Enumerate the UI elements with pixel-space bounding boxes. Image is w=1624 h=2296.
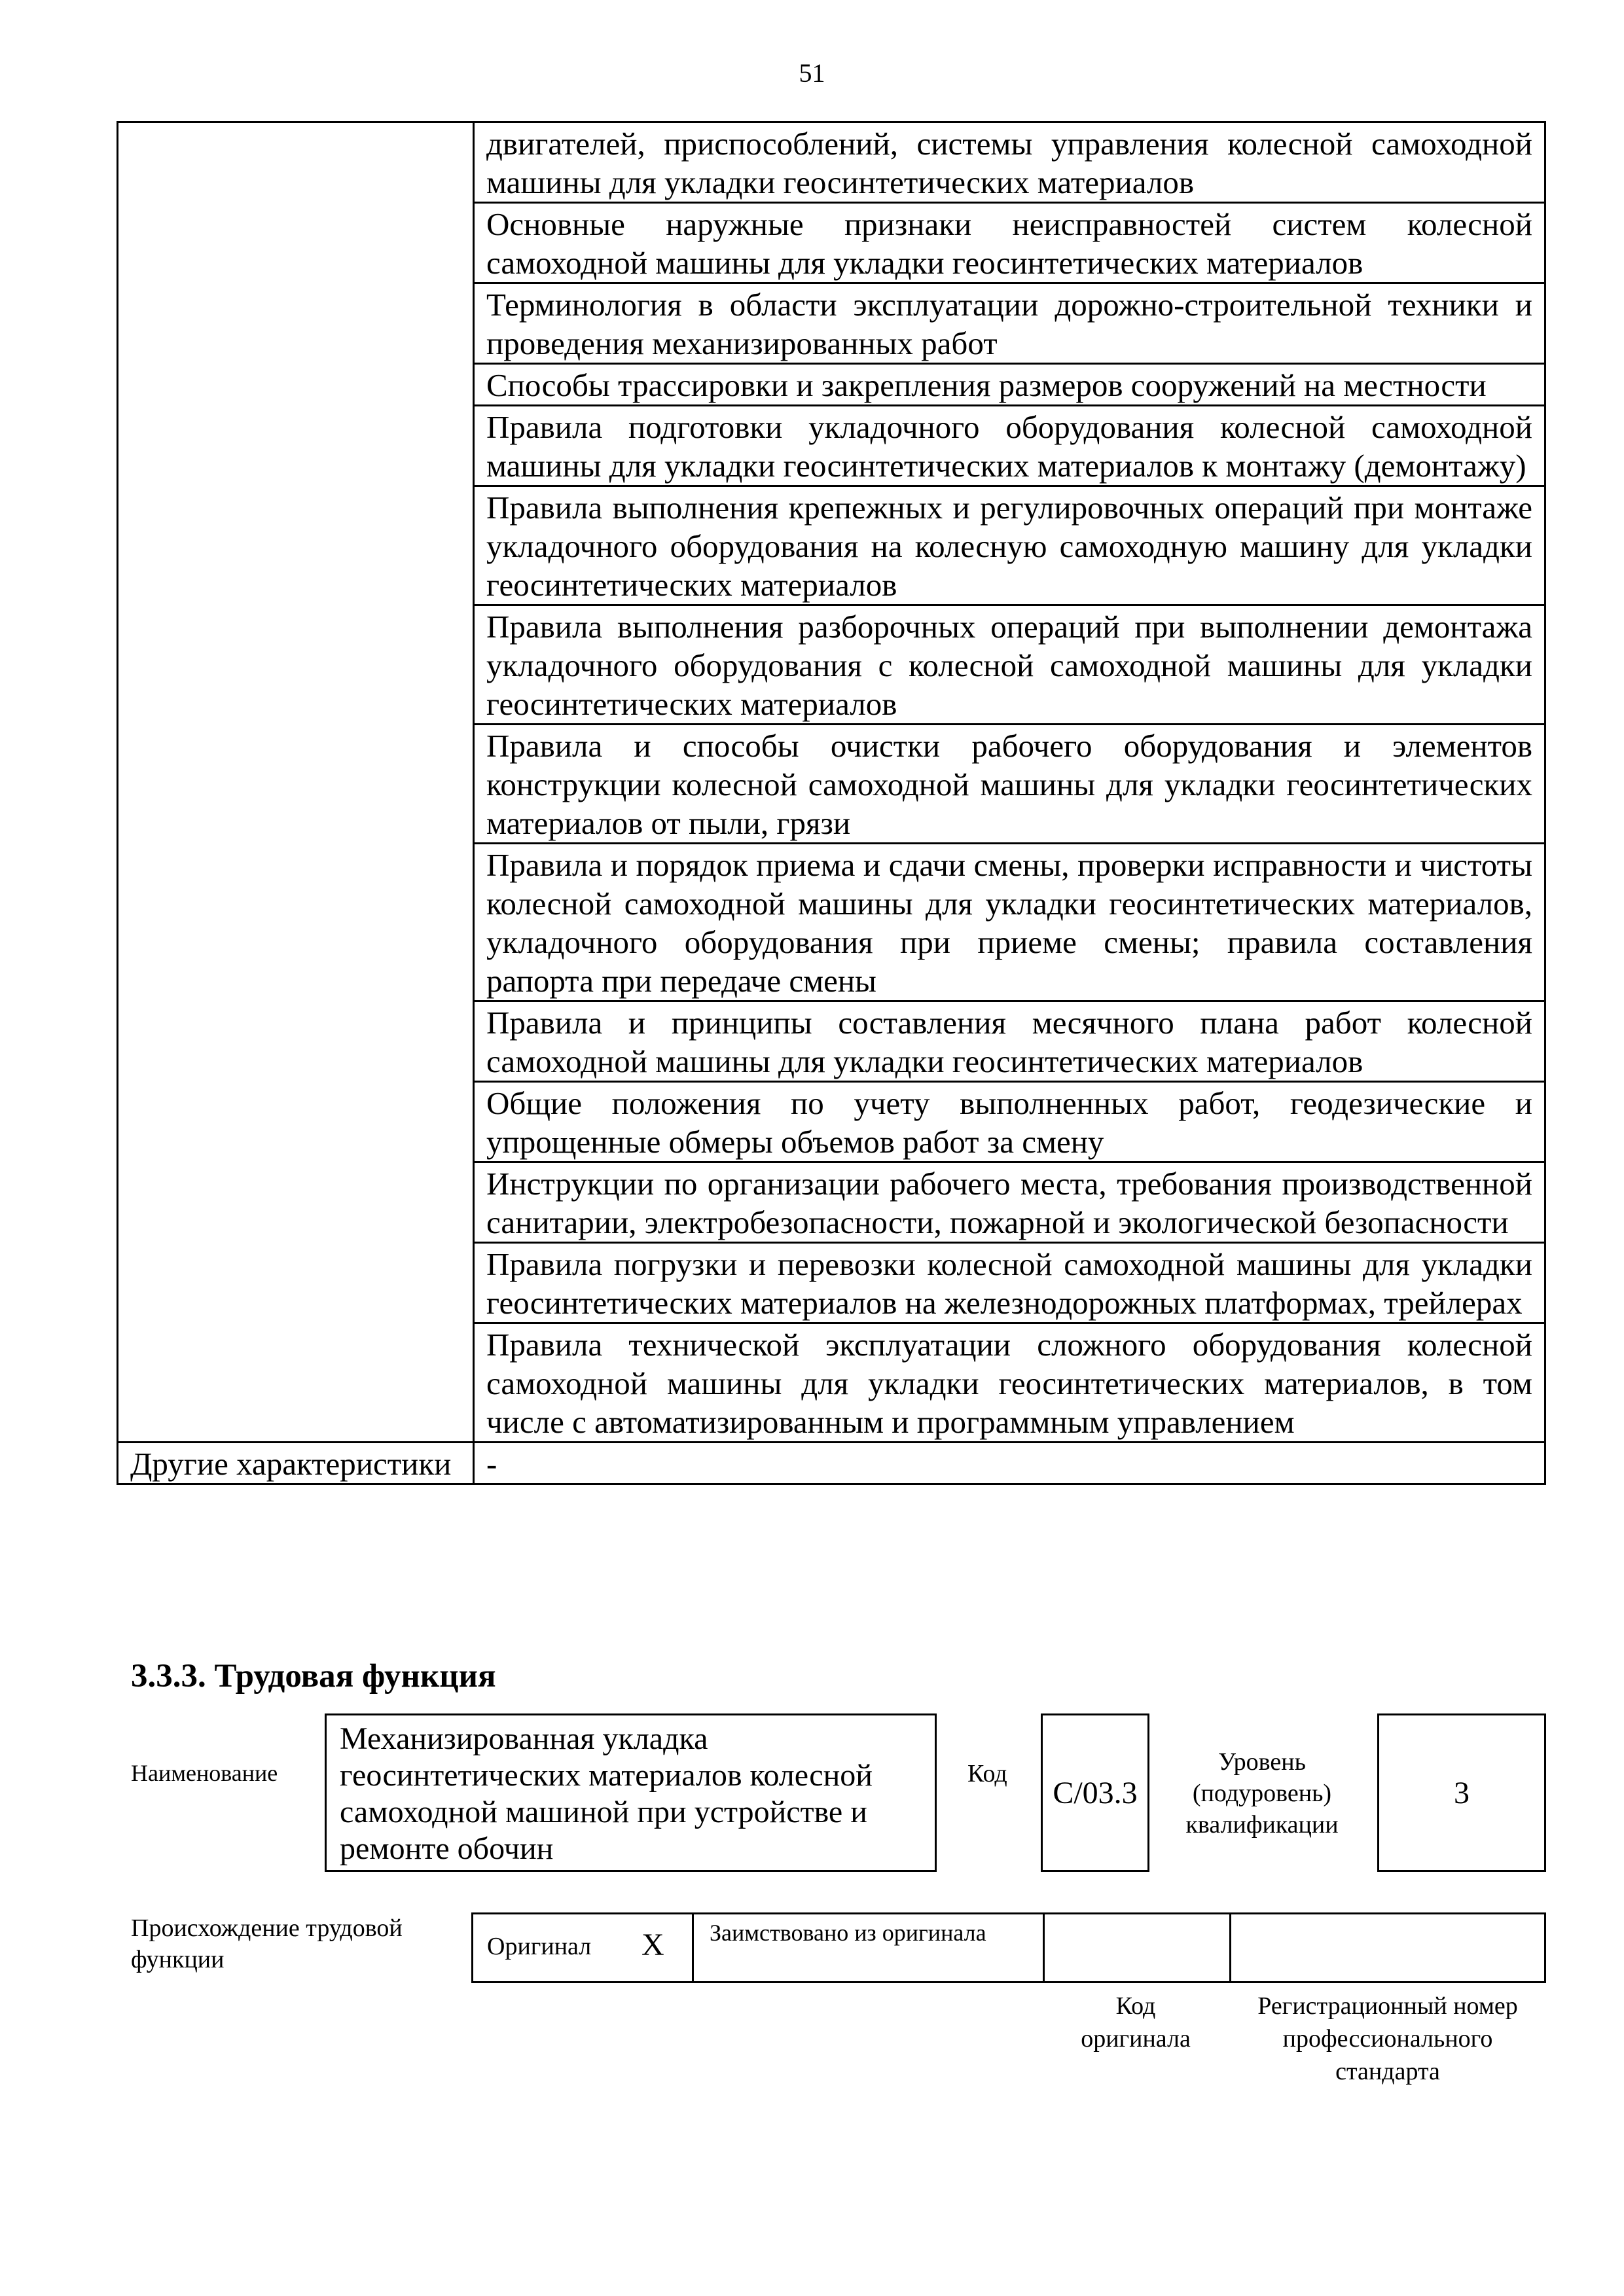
knowledge-item: Основные наружные признаки неисправностей систем колесной самоходной машины для укладки геосинтетических материалов: [474, 203, 1545, 283]
knowledge-item: Инструкции по организации рабочего места, требования производственной санитарии, электробезопасности, пожарной и экологической безопасности: [474, 1162, 1545, 1243]
level-value-box: 3: [1377, 1713, 1546, 1872]
knowledge-item: Правила погрузки и перевозки колесной самоходной машины для укладки геосинтетических материалов на железнодорожных платформах, трейлерах: [474, 1243, 1545, 1323]
knowledge-item: Общие положения по учету выполненных работ, геодезические и упрощенные обмеры объемов работ за смену: [474, 1082, 1545, 1162]
table-row: [118, 122, 1545, 203]
reg-number-caption: Регистрационный номер профессионального стандарта: [1257, 1992, 1518, 2085]
knowledge-item: двигателей, приспособлений, системы управления колесной самоходной машины для укладки геосинтетических материалов: [474, 122, 1545, 203]
divider: [692, 1912, 694, 1983]
code-original-caption: Код оригинала: [1081, 1992, 1191, 2053]
divider: [1043, 1912, 1045, 1983]
name-label: Наименование: [131, 1760, 278, 1786]
section-heading: 3.3.3. Трудовая функция: [131, 1658, 496, 1695]
code-label: Код: [967, 1760, 1007, 1787]
page-number: 51: [799, 58, 825, 88]
knowledge-item: Способы трассировки и закрепления размеров сооружений на местности: [474, 364, 1545, 406]
other-characteristics-value: -: [474, 1443, 1545, 1484]
knowledge-item: Правила технической эксплуатации сложного оборудования колесной самоходной машины для укладки геосинтетических материалов, в том числе с автоматизированным и программным управлением: [474, 1323, 1545, 1443]
knowledge-item: Правила выполнения крепежных и регулировочных операций при монтаже укладочного оборудования на колесную самоходную машину для укладки геосинтетических материалов: [474, 486, 1545, 605]
knowledge-item: Правила и порядок приема и сдачи смены, проверки исправности и чистоты колесной самоходной машины для укладки геосинтетических материалов, укладочного оборудования при приеме смены; правила составления рапорта при передаче смены: [474, 844, 1545, 1001]
knowledge-item: Терминология в области эксплуатации дорожно-строительной техники и проведения механизированных работ: [474, 283, 1545, 364]
knowledge-item: Правила выполнения разборочных операций при выполнении демонтажа укладочного оборудования с колесной самоходной машины для укладки геосинтетических материалов: [474, 605, 1545, 725]
name-value-box: Механизированная укладка геосинтетических материалов колесной самоходной машиной при устройстве и ремонте обочин: [325, 1713, 937, 1872]
level-label: Уровень (подуровень) квалификации: [1185, 1748, 1339, 1839]
knowledge-table: [117, 121, 1546, 1485]
divider: [1229, 1912, 1231, 1983]
original-mark: X: [641, 1928, 664, 1962]
knowledge-item: Правила и способы очистки рабочего оборудования и элементов конструкции колесной самоходной машины для укладки геосинтетических материалов от пыли, грязи: [474, 725, 1545, 844]
knowledge-item: Правила и принципы составления месячного плана работ колесной самоходной машины для укладки геосинтетических материалов: [474, 1001, 1545, 1082]
original-label: Оригинал: [487, 1933, 592, 1960]
knowledge-item: Правила подготовки укладочного оборудования колесной самоходной машины для укладки геосинтетических материалов к монтажу (демонтажу): [474, 406, 1545, 486]
origin-table: [471, 1912, 1546, 1983]
left-empty-cell: [118, 122, 474, 1443]
other-characteristics-label: Другие характеристики: [118, 1443, 474, 1484]
code-value-box: C/03.3: [1041, 1713, 1149, 1872]
origin-label: Происхождение трудовой функции: [131, 1914, 403, 1973]
borrowed-label: Заимствовано из оригинала: [710, 1920, 986, 1946]
table-row: [118, 1443, 1545, 1484]
